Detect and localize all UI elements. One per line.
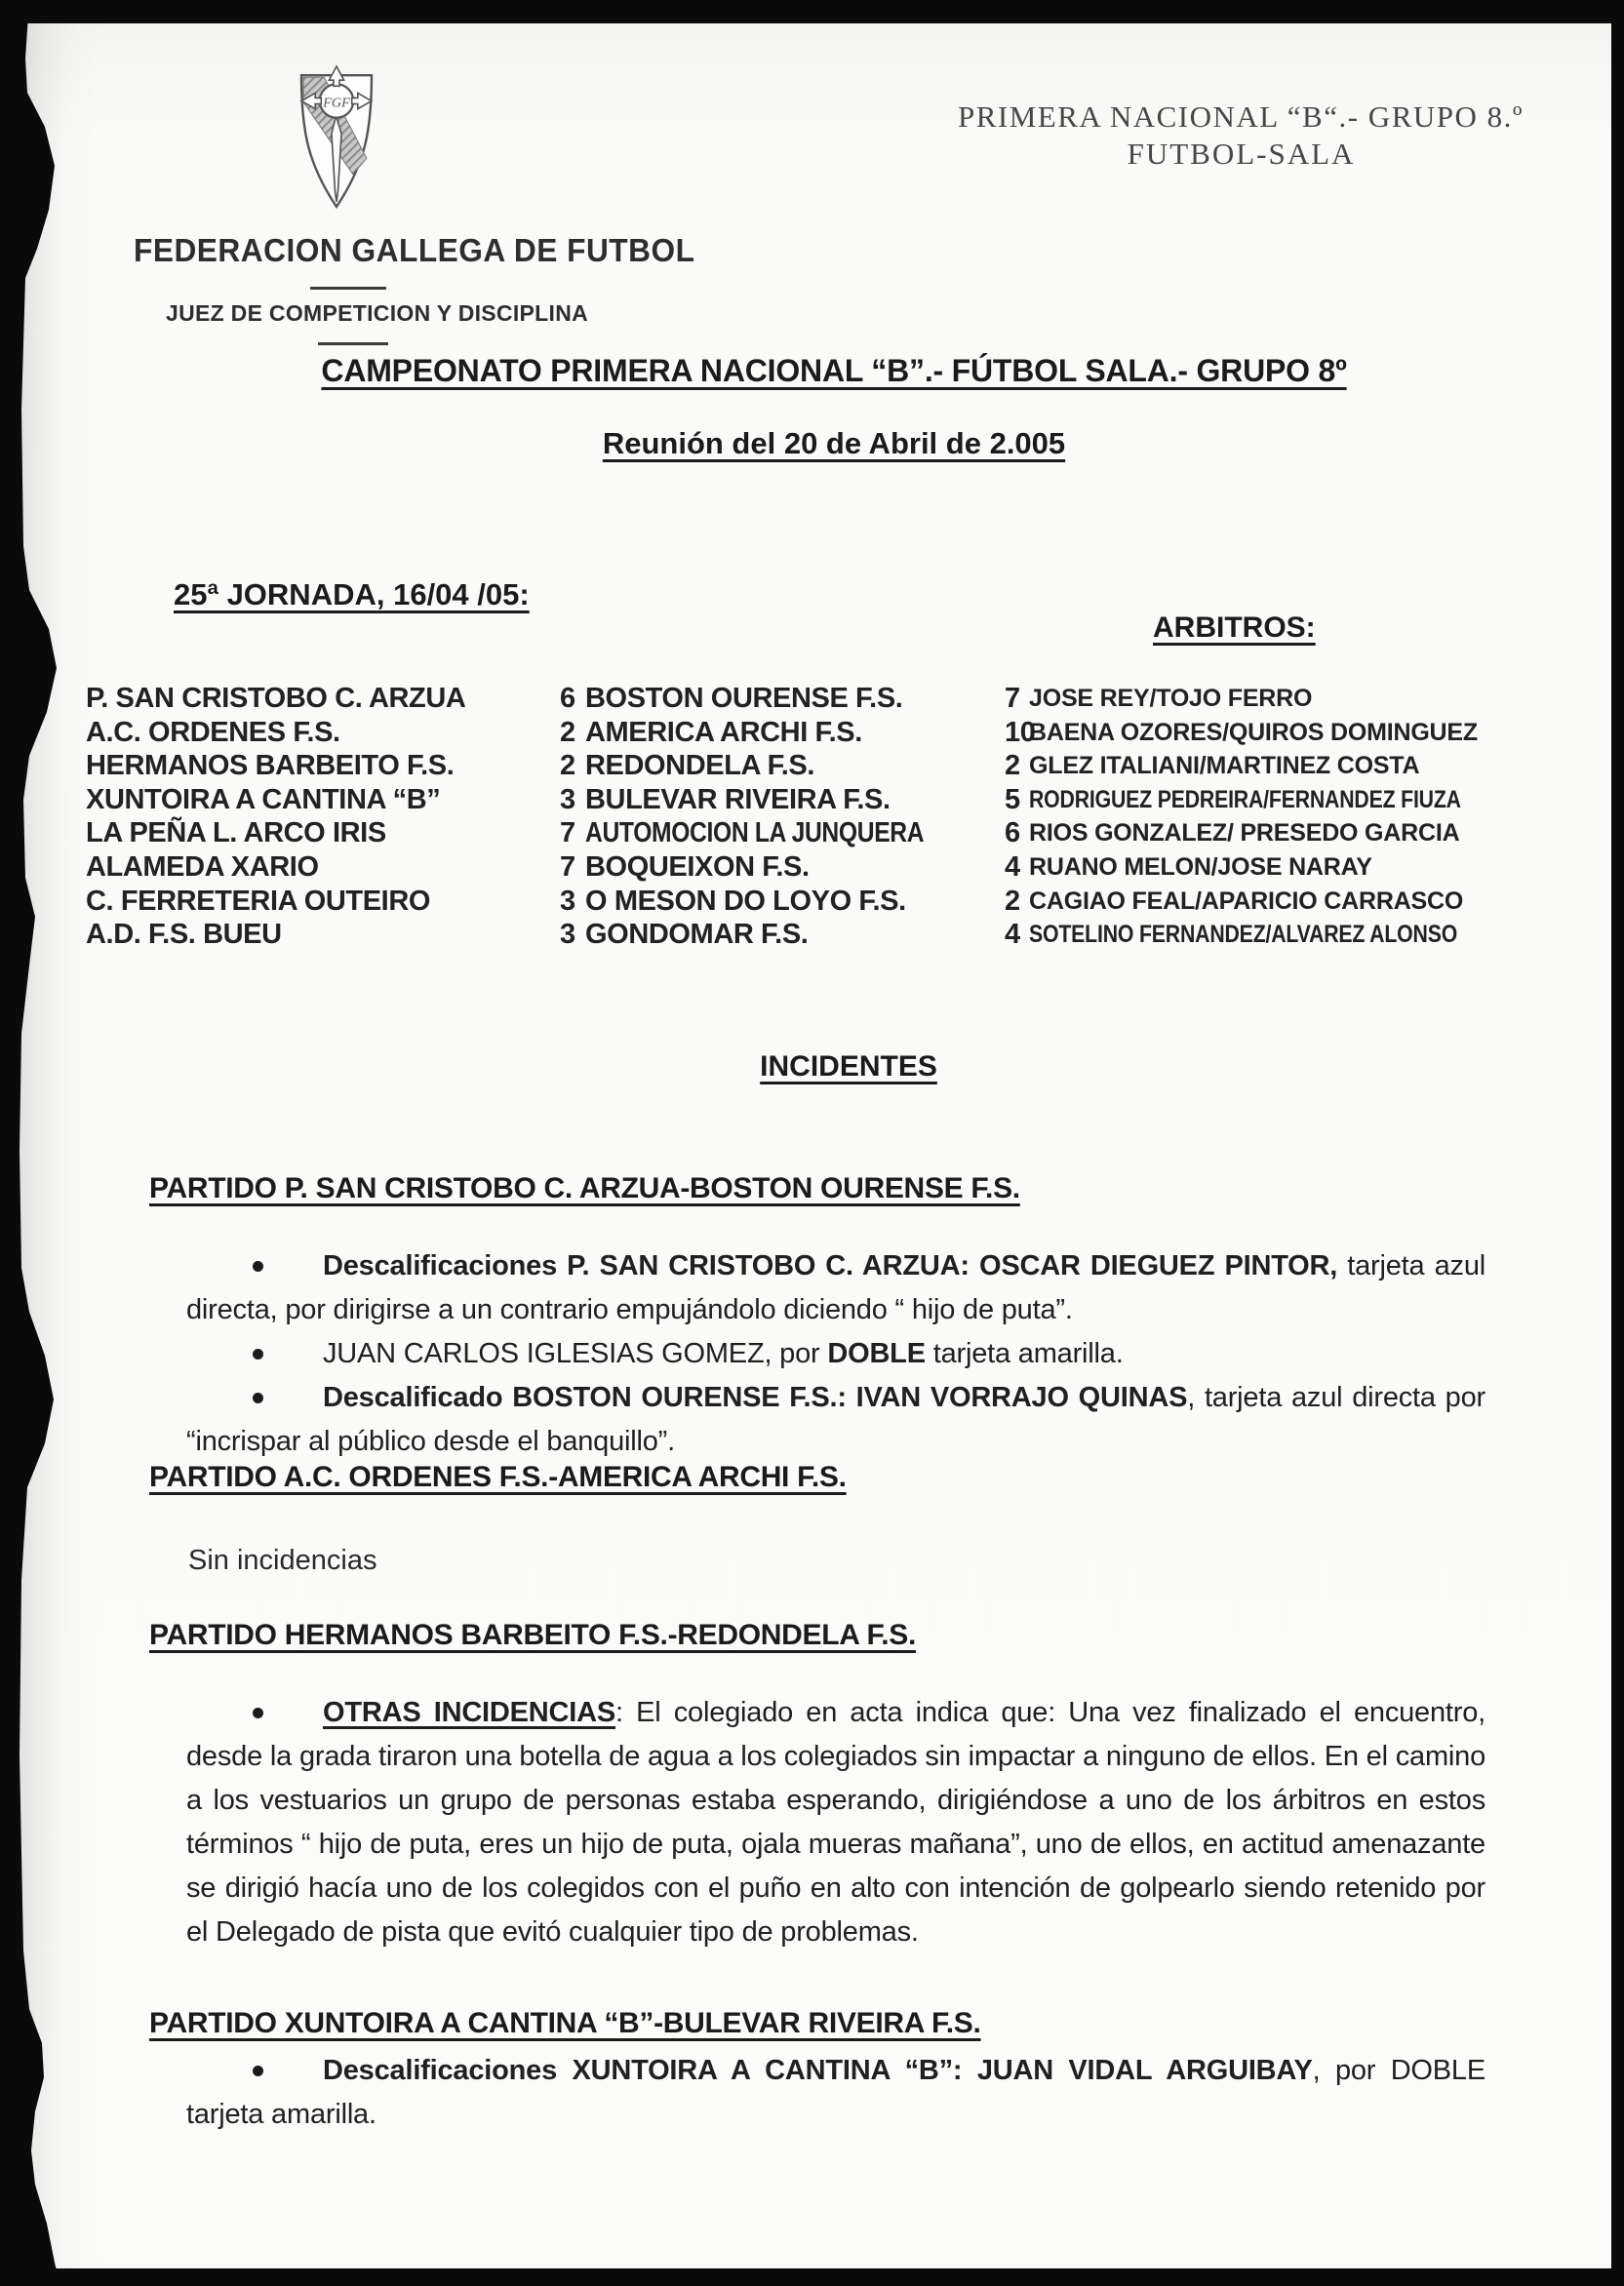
partido-heading: PARTIDO A.C. ORDENES F.S.-AMERICA ARCHI F.S. [149, 1461, 847, 1493]
scan-border-left [0, 0, 68, 2286]
results-table [86, 682, 1549, 952]
incident-text-segment: tarjeta azul directa, por dirigirse a un contrario empujándolo diciendo “ hijo de puta”. [186, 1250, 1485, 1325]
incident-bullet-paragraph [186, 2049, 1485, 2137]
document-title: CAMPEONATO PRIMERA NACIONAL “B”.- FÚTBOL SALA.- GRUPO 8º [321, 353, 1347, 388]
scan-border-right [1611, 0, 1624, 2286]
bullet-icon [253, 1349, 263, 1360]
incident-text-segment: tarjeta amarilla. [925, 1338, 1124, 1369]
result-row: ALAMEDA XARIO 7 BOQUEIXON F.S. 4 RUANO MELON/JOSE NARAY [86, 850, 1372, 883]
incident-bullet-paragraph [186, 1376, 1485, 1464]
result-row: A.C. ORDENES F.S. 2 AMERICA ARCHI F.S. 10 BAENA OZORES/QUIROS DOMINGUEZ [86, 716, 1478, 748]
incident-text-segment: OTRAS INCIDENCIAS [323, 1697, 616, 1728]
incident-bullet-paragraph [186, 1244, 1485, 1332]
no-incidents-note: Sin incidencias [188, 1545, 377, 1576]
bullet-icon [253, 1261, 263, 1272]
partido-heading: PARTIDO HERMANOS BARBEITO F.S.-REDONDELA F.S. [149, 1619, 916, 1651]
result-row: P. SAN CRISTOBO C. ARZUA 6 BOSTON OURENSE F.S. 7 JOSE REY/TOJO FERRO [86, 683, 1313, 714]
result-row: HERMANOS BARBEITO F.S. 2 REDONDELA F.S. 2 GLEZ ITALIANI/MARTINEZ COSTA [86, 750, 1420, 782]
meeting-date-line: Reunión del 20 de Abril de 2.005 [602, 426, 1066, 460]
competition-line-1: PRIMERA NACIONAL “B“.- GRUPO 8.º [957, 99, 1524, 134]
incident-text-segment: , tarjeta azul directa por “incrispar al público desde el banquillo”. [186, 1382, 1485, 1457]
bullet-icon [253, 1393, 263, 1403]
incident-text-segment: DOBLE [827, 1338, 926, 1369]
result-row: XUNTOIRA A CANTINA “B” 3 BULEVAR RIVEIRA F.S. 5 RODRIGUEZ PEDREIRA/FERNANDEZ FIUZA [86, 783, 1461, 815]
svg-text:FGF: FGF [323, 95, 350, 111]
competition-line-2: FUTBOL-SALA [1127, 137, 1356, 171]
incident-text-segment: : El colegiado en acta indica que: Una vez finalizado el encuentro, desde la grada tiraron una botella de agua a los colegiados sin impactar a ninguno de ellos. En el camino a los vestuarios un grupo de personas estaba esperando, dirigiéndose a uno de los árbitros en estos términos “ hijo de puta, eres un hijo de puta, ojala mueras mañana”, uno de ellos, en actitud amenazante se dirigió hacía uno de los colegidos con el puño en alto con intención de golpearlo siendo retenido por el Delegado de pista que evitó cualquier tipo de problemas. [186, 1697, 1486, 1948]
result-row: A.D. F.S. BUEU 3 GONDOMAR F.S. 4 SOTELINO FERNANDEZ/ALVAREZ ALONSO [86, 919, 1458, 951]
incident-bullet-paragraph [186, 1691, 1485, 1954]
org-name: FEDERACION GALLEGA DE FUTBOL [134, 232, 695, 268]
federation-crest-logo [294, 62, 379, 211]
incident-text-segment: Descalificaciones P. SAN CRISTOBO C. ARZUA: OSCAR DIEGUEZ PINTOR, [323, 1250, 1338, 1281]
scan-border-bottom [0, 2268, 1624, 2286]
org-subtitle: JUEZ DE COMPETICION Y DISCIPLINA [166, 300, 589, 326]
letterhead-rule [310, 287, 386, 290]
result-row: C. FERRETERIA OUTEIRO 3 O MESON DO LOYO F.S. 2 CAGIAO FEAL/APARICIO CARRASCO [86, 885, 1464, 917]
result-row: LA PEÑA L. ARCO IRIS 7 AUTOMOCION LA JUNQUERA 6 RIOS GONZALEZ/ PRESEDO GARCIA [86, 817, 1460, 849]
incident-text-segment: Descalificaciones XUNTOIRA A CANTINA “B”: JUAN VIDAL ARGUIBAY [323, 2055, 1313, 2086]
jornada-heading: 25ª JORNADA, 16/04 /05: [174, 577, 530, 611]
partido-heading: PARTIDO XUNTOIRA A CANTINA “B”-BULEVAR RIVEIRA F.S. [149, 2007, 981, 2039]
bullet-icon [253, 1708, 263, 1718]
bullet-icon [253, 2066, 263, 2076]
incidents-heading: INCIDENTES [760, 1050, 937, 1083]
referees-heading: ARBITROS: [1153, 611, 1316, 644]
scan-border-top [0, 0, 1624, 23]
incident-text-segment: JUAN CARLOS IGLESIAS GOMEZ, por [323, 1338, 828, 1369]
letterhead-rule [318, 342, 388, 345]
incident-text-segment: , por DOBLE tarjeta amarilla. [186, 2055, 1486, 2130]
incident-bullet-paragraph [186, 1332, 1485, 1376]
partido-heading: PARTIDO P. SAN CRISTOBO C. ARZUA-BOSTON OURENSE F.S. [149, 1172, 1020, 1204]
incident-text-segment: Descalificado BOSTON OURENSE F.S.: IVAN VORRAJO QUINAS [323, 1382, 1188, 1413]
